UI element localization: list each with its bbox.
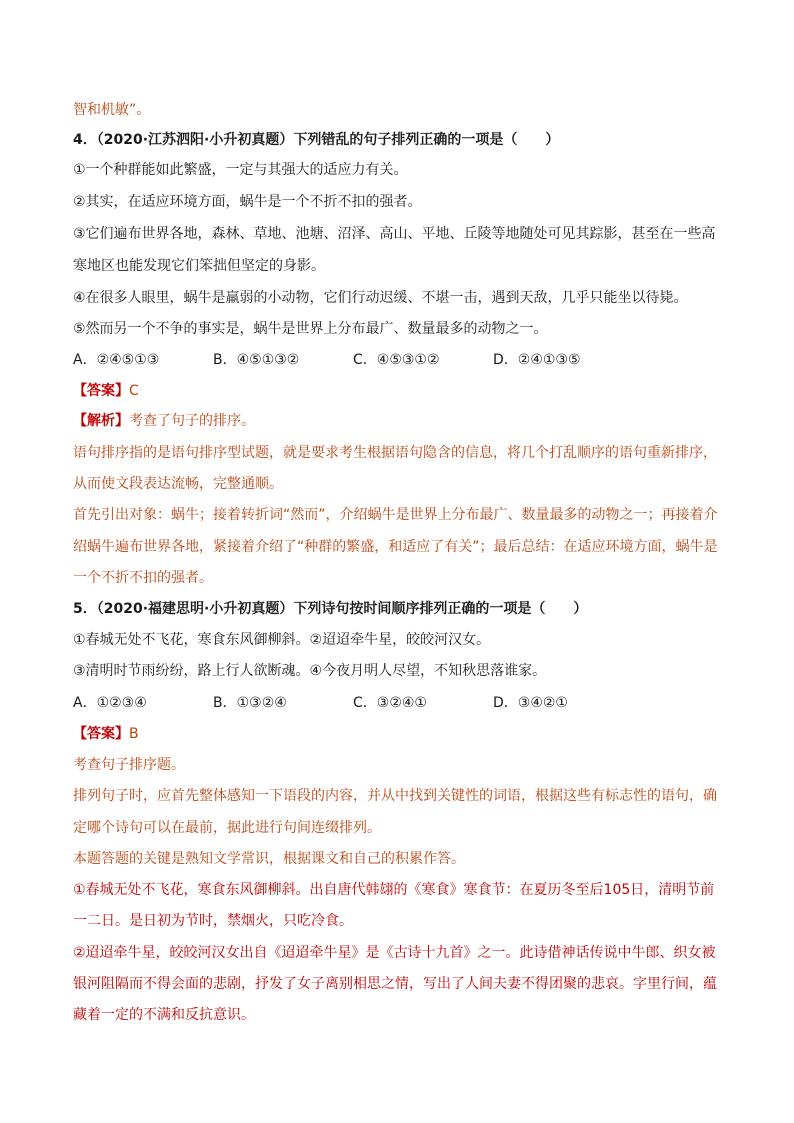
q5-option-b: B．①③②④	[213, 695, 287, 711]
q5-note2-2: 银河阻隔而不得会面的悲剧，抒发了女子离别相思之情，写出了人间夫妻不得团聚的悲哀。字里行间，蕴	[73, 976, 717, 992]
q4-title: 4．（2020·江苏泗阳·小升初真题）下列错乱的句子排列正确的一项是（ ）	[73, 132, 560, 148]
q4-answer	[73, 381, 733, 401]
q4-answer-value: C	[129, 383, 139, 399]
q4-answer-label: 【答案】	[73, 383, 129, 399]
q4-detail-2: 绍蜗牛遍布世界各地，紧接着介绍了“种群的繁盛，和适应了有关”；最后总结：在适应环境方面，蜗牛是	[73, 539, 718, 555]
q4-analysis-label: 【解析】	[73, 413, 129, 429]
q5-note2-1: ②迢迢牵牛星，皎皎河汉女出自《迢迢牵牛星》是《古诗十九首》之一。此诗借神话传说中牛郎、织女被	[73, 945, 716, 961]
q5-sentence-2: ③清明时节雨纷纷，路上行人欲断魂。④今夜月明人尽望，不知秋思落谁家。	[73, 663, 547, 679]
q4-explain-1: 语句排序指的是语句排序型试题，就是要求考生根据语句隐含的信息，将几个打乱顺序的语句重新排序，	[73, 445, 717, 461]
q4-option-d: D．②④①③⑤	[493, 352, 581, 368]
q4-analysis	[73, 411, 733, 431]
q5-explain-3: 本题答题的关键是熟知文学常识，根据课文和自己的积累作答。	[73, 851, 465, 867]
q5-title: 5．（2020·福建思明·小升初真题）下列诗句按时间顺序排列正确的一项是（ ）	[73, 601, 588, 617]
q5-note2-3: 藏着一定的不满和反抗意识。	[73, 1007, 255, 1023]
q4-option-c: C．④⑤③①②	[353, 352, 440, 368]
intro-tail: 智和机敏”。	[73, 102, 151, 118]
q5-option-d: D．③④②①	[493, 695, 568, 711]
q4-options	[73, 350, 733, 370]
q4-detail-1: 首先引出对象：蜗牛；接着转折词“然而”，介绍蜗牛是世界上分布最广、数量最多的动物之一；再接着介	[73, 507, 718, 523]
q5-summary: 考查句子排序题。	[73, 757, 185, 773]
q5-explain-2: 定哪个诗句可以在最前，据此进行句间连缀排列。	[73, 820, 381, 836]
q4-sentence-5: ⑤然而另一个不争的事实是，蜗牛是世界上分布最广、数量最多的动物之一。	[73, 321, 548, 337]
q5-option-c: C．③②④①	[353, 695, 427, 711]
q5-explain-1: 排列句子时，应首先整体感知一下语段的内容，并从中找到关键性的词语，根据这些有标志性的语句，确	[73, 788, 717, 804]
q4-sentence-3: ③它们遍布世界各地，森林、草地、池塘、沼泽、高山、平地、丘陵等地随处可见其踪影，甚至在一些高	[73, 226, 716, 242]
q4-sentence-4: ④在很多人眼里，蜗牛是羸弱的小动物，它们行动迟缓、不堪一击，遇到天敌，几乎只能坐以待毙。	[73, 290, 688, 306]
q5-answer-label: 【答案】	[73, 726, 129, 742]
q4-sentence-1: ①一个种群能如此繁盛，一定与其强大的适应力有关。	[73, 162, 408, 178]
q4-option-a: A．②④⑤①③	[73, 352, 160, 368]
q5-note1-1: ①春城无处不飞花，寒食东风御柳斜。出自唐代韩翃的《寒食》寒食节：在夏历冬至后105日，清明节前	[73, 882, 715, 898]
q5-option-a: A．①②③④	[73, 695, 147, 711]
q5-answer-value: B	[129, 726, 139, 742]
q5-answer	[73, 724, 733, 744]
q5-options	[73, 693, 733, 713]
q4-analysis-text: 考查了句子的排序。	[129, 413, 255, 429]
q4-explain-2: 从而使文段表达流畅，完整通顺。	[73, 476, 283, 492]
q5-sentence-1: ①春城无处不飞花，寒食东风御柳斜。②迢迢牵牛星，皎皎河汉女。	[73, 632, 491, 648]
q4-sentence-3-cont: 寒地区也能发现它们笨拙但坚定的身影。	[73, 258, 325, 274]
q4-sentence-2: ②其实，在适应环境方面，蜗牛是一个不折不扣的强者。	[73, 194, 422, 210]
q4-option-b: B．④⑤①③②	[213, 352, 300, 368]
q5-note1-2: 一二日。是日初为节时，禁烟火，只吃冷食。	[73, 913, 353, 929]
q4-detail-3: 一个不折不扣的强者。	[73, 570, 213, 586]
